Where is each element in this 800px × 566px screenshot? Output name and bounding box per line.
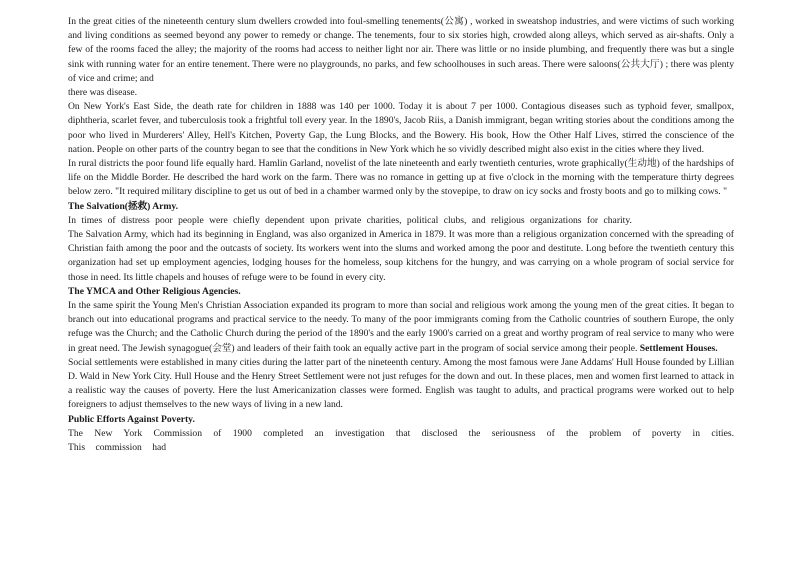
paragraph-charities: In times of distress poor people were chiefly dependent upon private charities, political clubs, and religious organizations for charity.	[68, 214, 632, 226]
paragraph-commission: The New York Commission of 1900 completed an investigation that disclosed the seriousness of the problem of poverty in cities. This commission had	[68, 427, 734, 454]
paragraph-tenements: In the great cities of the nineteenth century slum dwellers crowded into foul-smelling tenements(公寓) , worked in sweatshop industries, and were victims of such working and living conditions as seemed beyond any power to remedy or change. The tenements, four to six stories high, crowded along alleys, which served as air-shafts. Only a few of the rooms faced the alley; the majority of the rooms had access to neither light nor air. There was little or no inside plumbing, and frequently there was but a single sink with running water for an entire tenement. There were no playgrounds, no parks, and few schoolhouses in such areas. There were saloons(公共大厅) ; there was plenty of vice and crime; and	[68, 16, 734, 84]
paragraph-disease: there was disease.	[68, 87, 137, 99]
paragraph-salvation-army: The Salvation Army, which had its beginning in England, was also organized in America in 1879. It was more than a religious organization concerned with the spreading of Christian faith among the poor and the outcasts of society. Its workers went into the slums and worked among the poor and destitute. Long before the twentieth century this organization had set up employment agencies, lodging houses for the homeless, soup kitchens for the hungry, and was carrying on a whole program of social service for those in need. Its little chapels and houses of refuge were to be found in every city.	[68, 229, 734, 283]
paragraph-ymca	[68, 299, 734, 356]
heading-public-efforts: Public Efforts Against Poverty.	[68, 413, 195, 425]
heading-ymca: The YMCA and Other Religious Agencies.	[68, 285, 241, 297]
heading-salvation-army: The Salvation(拯救) Army.	[68, 200, 179, 212]
paragraph-new-york: On New York's East Side, the death rate for children in 1888 was 140 per 1000. Today it is about 7 per 1000. Contagious diseases such as typhoid fever, smallpox, diphtheria, scarlet fever, and tuberculosis took a frightful toll every year. In the 1890's, Jacob Riis, a Danish immigrant, began writing stories about the conditions among the poor who lived in Murderers' Alley, Hell's Kitchen, Poverty Gap, the Lung Blocks, and the Bowery. His book, How the Other Half Lives, stirred the conscience of the nation. People on other parts of the country began to see that the conditions in New York which he so vividly described might also exist in the cities where they lived.	[68, 101, 734, 155]
document-page	[68, 15, 734, 455]
heading-settlement-houses: Settlement Houses.	[639, 342, 718, 354]
paragraph-ymca-text: In the same spirit the Young Men's Christian Association expanded its program to more than social and religious work among the young men of the great cities. It began to branch out into educational programs and practical service to the needy. To many of the poor immigrants coming from the Catholic countries of southern Europe, the only refuge was the Church; and the Catholic Church during the period of the 1890's and the early 1900's carried on a great and worthy program of real service to many who were in great need. The Jewish synagogue(会堂) and leaders of their faith took an equally active part in the program of social service among their people.	[68, 300, 734, 354]
paragraph-settlements: Social settlements were established in many cities during the latter part of the nineteenth century. Among the most famous were Jane Addams' Hull House founded by Lillian D. Wald in New York City. Hull House and the Henry Street Settlement were not just refuges for the down and out. In these places, men and women first learned to attack in a realistic way the causes of poverty. Here the lust Americanization classes were formed. English was taught to adults, and practical programs were worked out to help foreigners to adjust themselves to the new ways of living in a new land.	[68, 356, 734, 411]
paragraph-rural: In rural districts the poor found life equally hard. Hamlin Garland, novelist of the late nineteenth and early twentieth centuries, wrote graphically(生动地) of the hardships of life on the Middle Border. He described the hard work on the farm. There was no romance in getting up at five o'clock in the morning with the temperature thirty degrees below zero. "It required military discipline to get us out of bed in a chamber warmed only by the stovepipe, to draw on icy socks and frosty boots and go to milking cows. "	[68, 158, 734, 198]
